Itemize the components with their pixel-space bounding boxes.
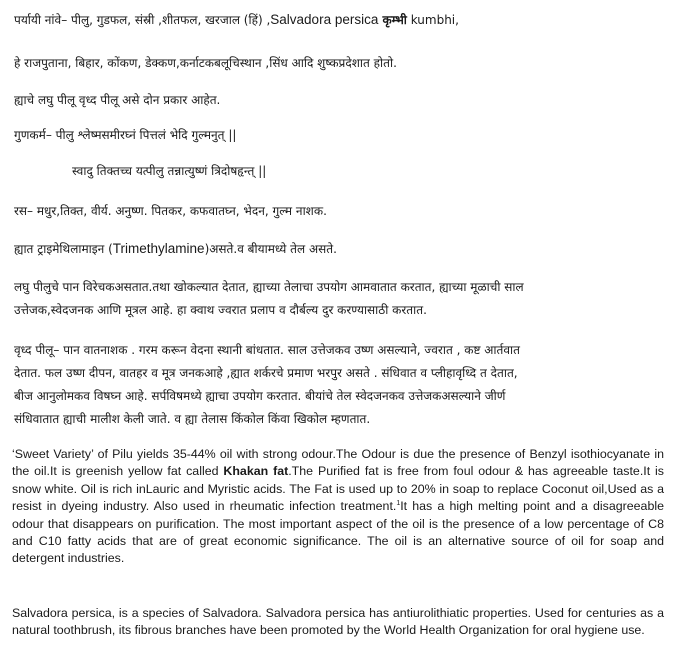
salvadora-paragraph — [12, 605, 664, 640]
sweet-variety-paragraph — [12, 446, 664, 568]
vriddha-line-2: देतात. फल उष्ण दीपन, वातहर व मूत्र जनकआहे ,ह्यात शर्करचे प्रमाण भरपुर असते . संधिवात व प्लीहावृध्दि त देतात, — [14, 366, 518, 380]
vriddha-line-1: वृध्द पीलू– पान वातनाशक . गरम करून वेदना स्थानी बांधतात. साल उत्तेजकव उष्ण असल्याने, ज्वरात , कष्ट आर्तवात — [14, 343, 520, 357]
trimethylamine-latin: Trimethylamine — [112, 241, 205, 256]
gunakarma-line: गुणकर्म– पीलु श्लेष्मसमीरघ्नं पित्तलं भेदि गुल्मनुत् || — [14, 128, 237, 142]
region-line: हे राजपुताना, बिहार, कोंकण, डेक्कण,कर्नाटकबलूचिस्थान ,सिंध आदि शुष्कप्रदेशात होतो. — [14, 56, 397, 70]
khakan-fat: Khakan fat — [223, 464, 289, 479]
rasa-line: रस– मधुर,तिक्त, वीर्य. अनुष्ण. पितकर, कफवातघ्न, भेदन, गुल्म नाशक. — [14, 204, 327, 218]
trimethylamine-line — [14, 241, 337, 257]
vriddha-line-3: बीज आनुलोमकव विषघ्न आहे. सर्पविषमध्ये ह्याचा उपयोग करतात. बीयांचे तेल स्वेदजनकव उत्तेजकअसल्याने जीर्ण — [14, 389, 506, 403]
salvadora-text: Salvadora persica, is a species of Salvadora. Salvadora persica has antiurolithiatic properties. Used for centuries as a natural toothbrush, its fibrous branches have been promoted by the World Health Organization for oral hygiene use. — [12, 606, 664, 638]
synonyms-line — [14, 12, 459, 28]
synonyms-text: पर्यायी नांवे– पीलु, गुडफल, संस्री ,शीतफल, खरजाल (हिं) , — [14, 13, 271, 27]
sweet-text-c: It has a high melting point and a disagreeable odour that disappears on purification. The most important aspect of the oil is the presence of a low percentage of C8 and C10 fatty acids that are of great economic significance. The oil is an alternative source of oil for soap and detergent industries. — [12, 499, 664, 566]
trimethylamine-text-b: )असते.व बीयामध्ये तेल असते. — [204, 242, 337, 256]
kumbhi-latin: kumbhi, — [406, 13, 459, 27]
latin-name: Salvadora persica — [270, 12, 379, 27]
vriddha-line-4: संधिवातात ह्याची मालीश केली जाते. व ह्या तेलास किंकोल किंवा खिकोल म्हणतात. — [14, 412, 371, 426]
trimethylamine-text-a: ह्यात ट्राइमेथिलामाइन ( — [14, 242, 113, 256]
laghu-line-2: उत्तेजक,स्वेदजनक आणि मूत्रल आहे. हा क्वाथ ज्वरात प्रलाप व दौर्बल्य दुर करण्यासाठी करतात. — [14, 303, 427, 317]
types-line: ह्याचे लघु पीलू वृध्द पीलू असे दोन प्रकार आहेत. — [14, 93, 221, 107]
footnote-marker: 1 — [396, 500, 401, 508]
sweet-text-b: .The Purified fat is free from foul odour & has agreeable taste.It is snow white. Oil is rich inLauric and Myristic acids. The Fat is used up to 20% in soap to replace Coconut oil,Used as a resist in dyeing industry. Also used in rheumatic infection treatment. — [12, 464, 665, 514]
sweet-text-a: ‘Sweet Variety’ of Pilu yields 35-44% oil with strong odour.The Odour is due the presence of Benzyl isothiocyanate in the oil.It is greenish yellow fat called — [12, 447, 664, 479]
kumbhi-devanagari: कृम्भी — [378, 13, 407, 27]
shloka-line: स्वादु तिक्तच्च यत्पीलु तन्नात्युष्णं त्रिदोषहृन्त् || — [72, 164, 267, 178]
laghu-line-1: लघु पीलुचे पान विरेचकअसतात.तथा खोकल्यात देतात, ह्याच्या तेलाचा उपयोग आमवातात करतात, ह्याच्या मूळाची साल — [14, 280, 524, 294]
